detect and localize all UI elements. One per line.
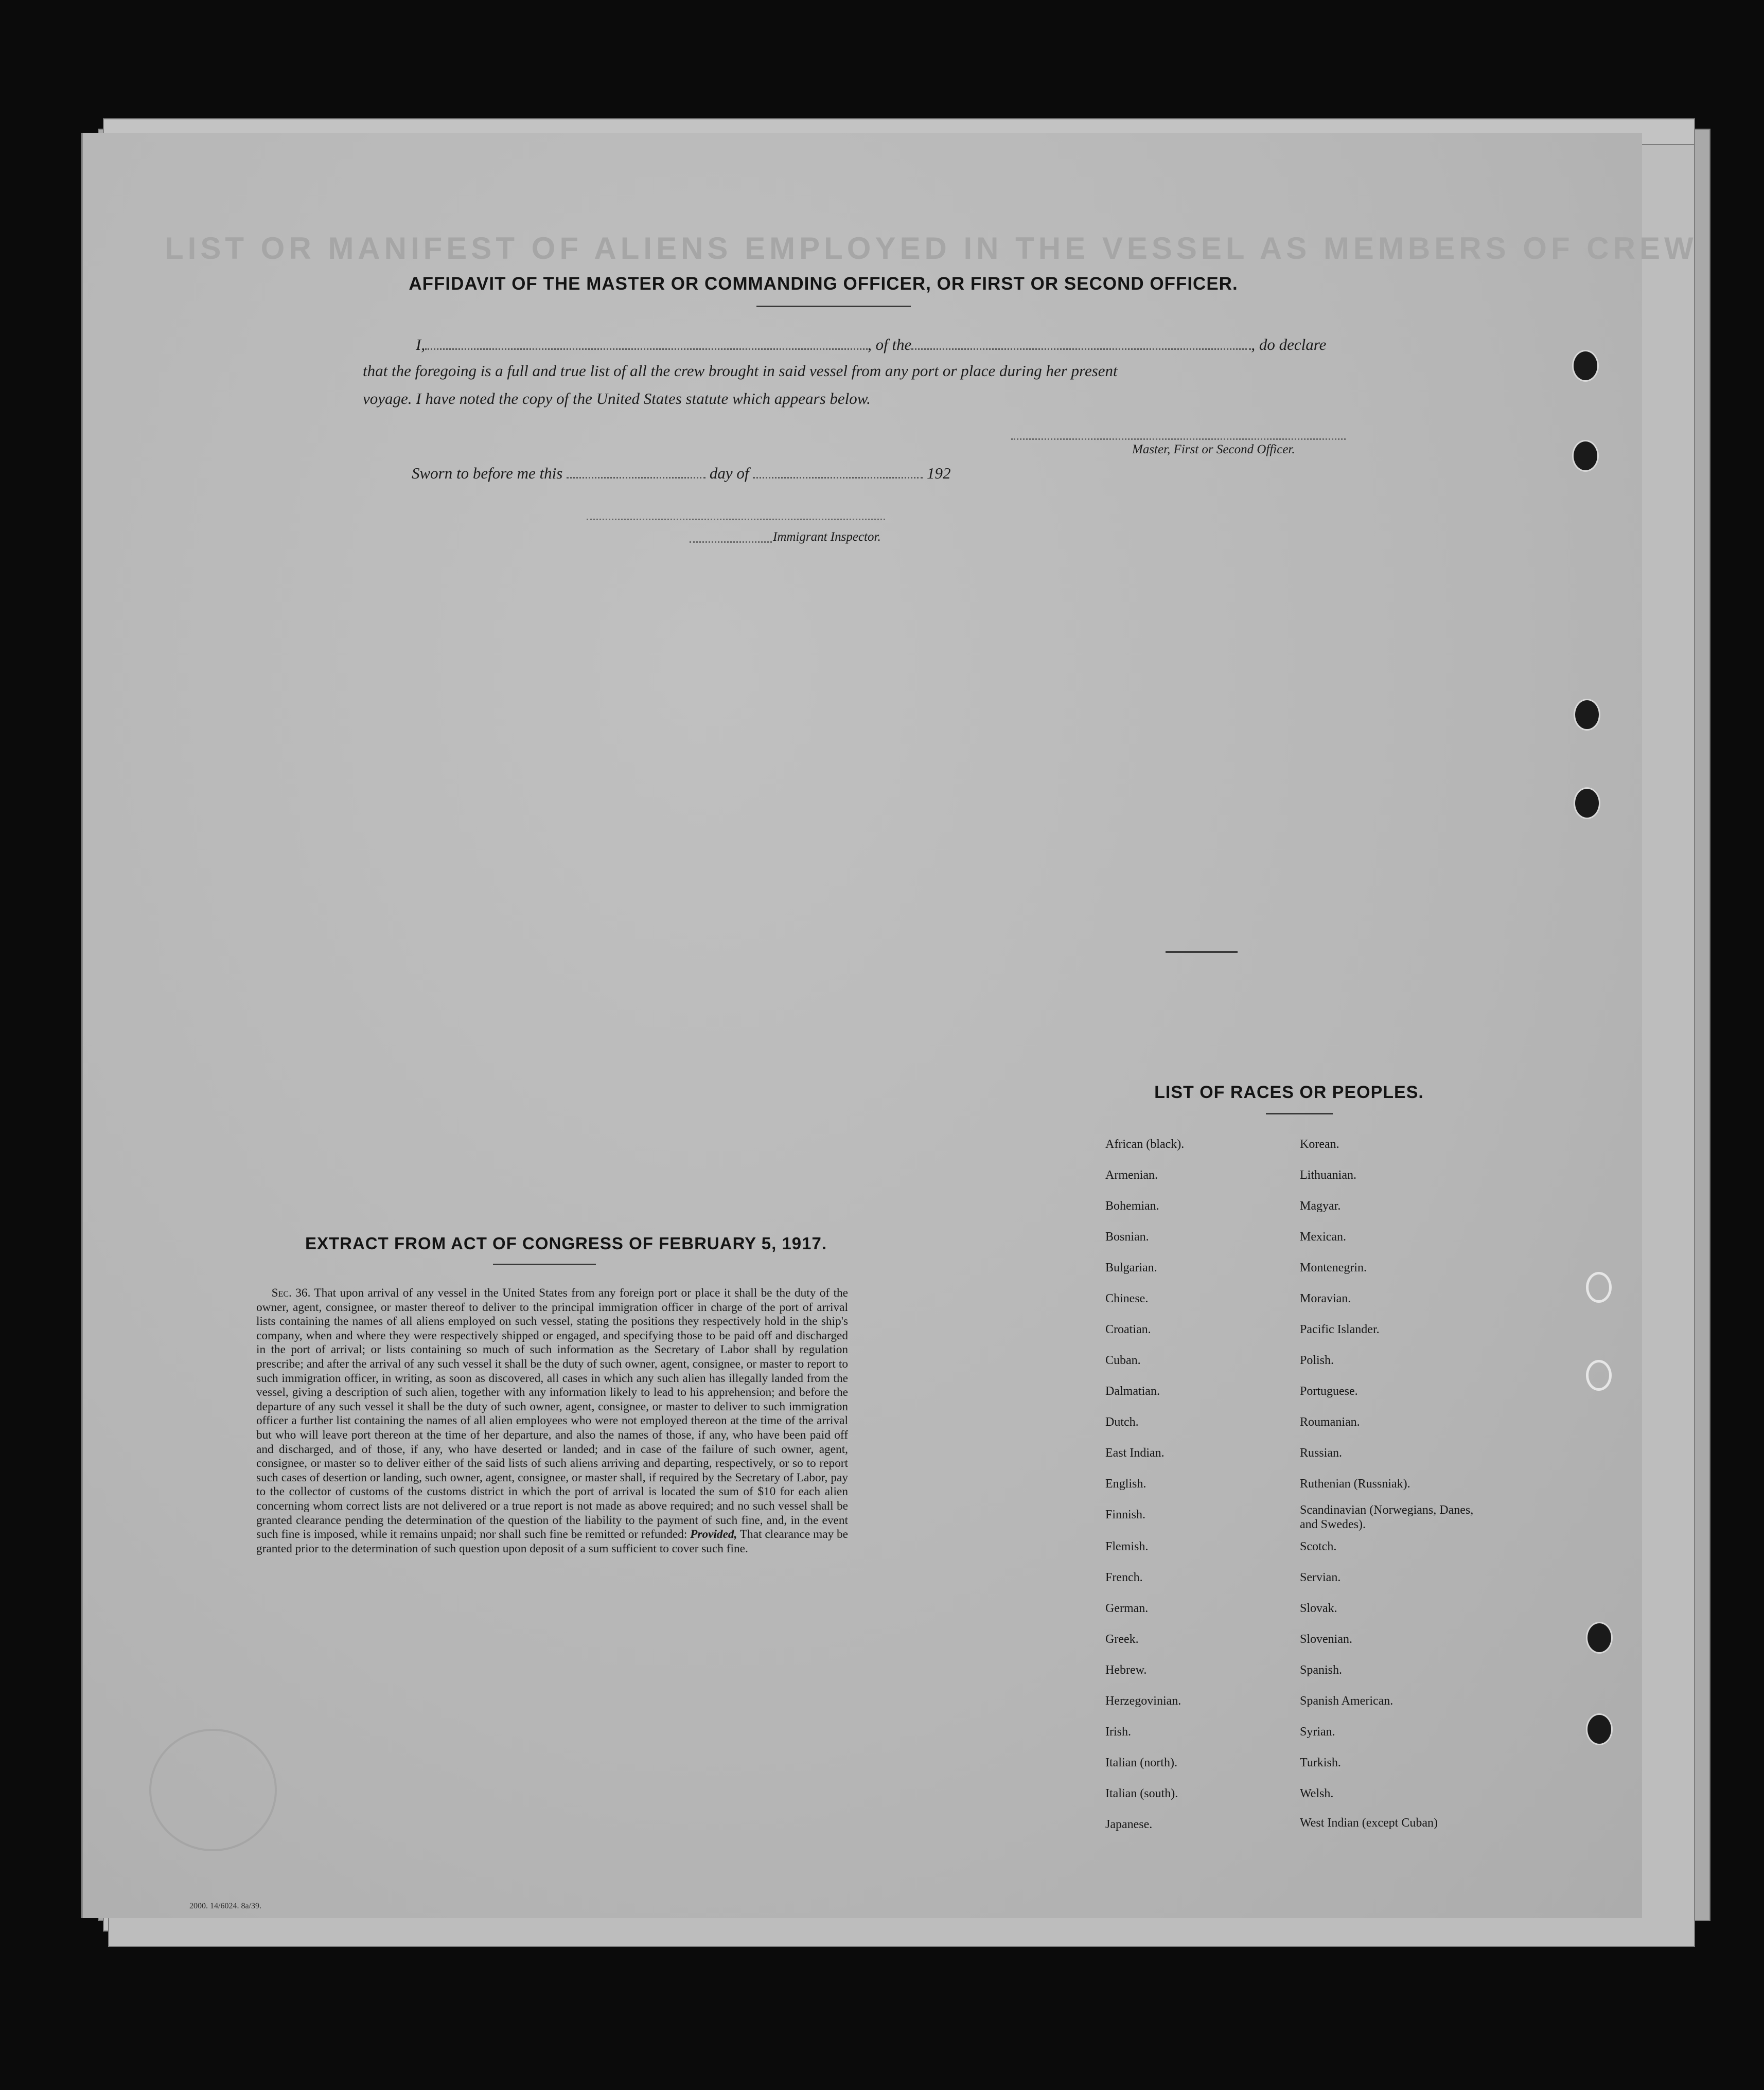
race-item: Scotch. — [1300, 1540, 1337, 1553]
race-item: Mexican. — [1300, 1230, 1346, 1244]
punch-hole-icon — [1572, 350, 1599, 382]
day-of-label: day of — [709, 464, 749, 482]
race-item: West Indian (except Cuban) — [1300, 1816, 1438, 1830]
race-item: Finnish. — [1105, 1508, 1146, 1521]
race-item: Chinese. — [1105, 1292, 1149, 1305]
race-item: Italian (south). — [1105, 1787, 1178, 1800]
extract-paragraph: That upon arrival of any vessel in the United States from any foreign port or place it shall be the duty of the owner, agent, consignee, or master thereof to deliver to the principal immigration officer in charge of the port of arrival lists containing the names of all aliens employed on such vessel, stating the positions they respectively hold in the ship's company, when and where they were respectively shipped or engaged, and specifying those to be paid off and discharged in the port of arrival; or lists containing so much of such information as the Secretary of Labor shall by regulation prescribe; and after the arrival of any such vessel it shall be the duty of such owner, agent, consignee, or master to report to such immigration officer, in writing, as soon as discovered, all cases in which any such alien has illegally landed from the vessel, giving a description of such alien, together with any information likely to lead to his apprehension; and before the departure of any such vessel it shall be the duty of such owner, agent, consignee, or master to deliver to such immigration officer a further list containing the names of all alien employees who were not employed thereon at the time of the arrival but who will leave port thereon at the time of her departure, and also the names of those, if any, who have been paid off and discharged, and of those, if any, who have deserted or landed; and in case of the failure of such owner, agent, consignee, or master so to deliver either of the said lists of such aliens arriving and departing, respectively, or so to report such cases of desertion or landing, such owner, agent, consignee, or master shall, if required by the Secretary of Labor, pay to the collector of customs of the customs district in which the port of arrival is located the sum of $10 for each alien concerning whom correct lists are not delivered or a true report is not made as above required; and no such vessel shall be granted clearance pending the determination of the question of the liability to the payment of such fine, and, in the event such fine is imposed, while it remains unpaid; nor shall such fine be remitted or refunded: — [256, 1286, 849, 1542]
bleed-through-heading: LIST OR MANIFEST OF ALIENS EMPLOYED IN THE VESSEL AS MEMBERS OF CREW — [165, 231, 1698, 265]
race-item: Slovenian. — [1300, 1633, 1352, 1646]
race-item: Spanish. — [1300, 1663, 1343, 1677]
master-signature-line — [1011, 438, 1346, 440]
race-item: Servian. — [1300, 1571, 1341, 1584]
race-item: Slovak. — [1300, 1602, 1337, 1615]
punch-hole-icon — [1586, 1272, 1612, 1303]
master-caption: Master, First or Second Officer. — [1132, 442, 1295, 456]
race-item: African (black). — [1105, 1138, 1185, 1151]
race-item: Greek. — [1105, 1633, 1139, 1646]
race-item: Dutch. — [1105, 1415, 1139, 1429]
race-item: Bulgarian. — [1105, 1261, 1157, 1274]
race-item: Italian (north). — [1105, 1756, 1177, 1769]
inspector-caption: Immigrant Inspector. — [773, 530, 881, 544]
title-rule — [756, 306, 911, 307]
race-item: Syrian. — [1300, 1725, 1335, 1739]
inspector-signature-line — [587, 519, 885, 520]
race-item: Magyar. — [1300, 1199, 1341, 1213]
race-item: Roumanian. — [1300, 1415, 1360, 1429]
punch-hole-icon — [1586, 1622, 1613, 1654]
form-number: 2000. 14/6024. 8a/39. — [189, 1902, 261, 1910]
race-item: English. — [1105, 1477, 1146, 1491]
race-item: Scandinavian (Norwegians, Danes, and Swedes). — [1300, 1503, 1474, 1531]
affidavit-line-2: that the foregoing is a full and true list of all the crew brought in said vessel from any port or place during her present — [363, 362, 1118, 380]
race-item: Croatian. — [1105, 1323, 1151, 1336]
race-item: Ruthenian (Russniak). — [1300, 1477, 1410, 1491]
races-title: LIST OF RACES OR PEOPLES. — [1154, 1083, 1424, 1102]
extract-rule — [493, 1264, 596, 1265]
vessel-blank — [911, 348, 1251, 350]
race-item: Montenegrin. — [1300, 1261, 1367, 1274]
race-item: Cuban. — [1105, 1354, 1141, 1367]
race-item: Flemish. — [1105, 1540, 1149, 1553]
divider — [1166, 951, 1238, 953]
affidavit-i: I, — [416, 335, 426, 353]
race-item: Lithuanian. — [1300, 1168, 1356, 1182]
race-item: French. — [1105, 1571, 1143, 1584]
race-item: Bosnian. — [1105, 1230, 1149, 1244]
race-item: Korean. — [1300, 1138, 1339, 1151]
race-item: Hebrew. — [1105, 1663, 1147, 1677]
race-item: Dalmatian. — [1105, 1385, 1160, 1398]
name-blank — [425, 348, 868, 350]
section-label: Sec. 36. — [271, 1286, 311, 1300]
races-rule — [1266, 1113, 1333, 1114]
affidavit-line-1 — [416, 335, 1326, 354]
race-item: Japanese. — [1105, 1818, 1153, 1831]
race-item: Moravian. — [1300, 1292, 1351, 1305]
punch-hole-icon — [1586, 1360, 1612, 1391]
race-item: Russian. — [1300, 1446, 1343, 1460]
race-item: Armenian. — [1105, 1168, 1158, 1182]
sworn-label: Sworn to before me this — [412, 464, 563, 482]
extract-paragraph-end: That clearance may be granted prior to the determination of such question upon deposit of a sum sufficient to cover such fine. — [256, 1528, 849, 1555]
extract-title: EXTRACT FROM ACT OF CONGRESS OF FEBRUARY 5, 1917. — [305, 1234, 827, 1253]
race-item: East Indian. — [1105, 1446, 1165, 1460]
affidavit-line-3: voyage. I have noted the copy of the United States statute which appears below. — [363, 389, 871, 408]
inspector-signature-line — [690, 541, 772, 543]
race-item: Welsh. — [1300, 1787, 1334, 1800]
punch-hole-icon — [1572, 440, 1599, 472]
month-blank — [753, 476, 923, 479]
extract-text — [256, 1286, 848, 1556]
race-item: Herzegovinian. — [1105, 1694, 1181, 1708]
race-item: German. — [1105, 1602, 1149, 1615]
affidavit-of-the: , of the — [868, 335, 912, 353]
race-item: Irish. — [1105, 1725, 1131, 1739]
day-blank — [567, 476, 705, 479]
race-item: Portuguese. — [1300, 1385, 1358, 1398]
race-item: Turkish. — [1300, 1756, 1341, 1769]
sworn-line — [412, 464, 950, 483]
race-item: Pacific Islander. — [1300, 1323, 1380, 1336]
punch-hole-icon — [1586, 1713, 1613, 1745]
year-label: 192 — [926, 464, 951, 482]
faded-stamp — [149, 1729, 277, 1851]
race-item: Bohemian. — [1105, 1199, 1159, 1213]
race-item: Polish. — [1300, 1354, 1334, 1367]
punch-hole-icon — [1574, 699, 1600, 731]
provided-keyword: Provided, — [690, 1528, 737, 1542]
affidavit-title: AFFIDAVIT OF THE MASTER OR COMMANDING OFFICER, OR FIRST OR SECOND OFFICER. — [409, 274, 1238, 294]
race-item: Spanish American. — [1300, 1694, 1393, 1708]
affidavit-do-declare: , do declare — [1251, 335, 1327, 353]
punch-hole-icon — [1574, 787, 1600, 819]
